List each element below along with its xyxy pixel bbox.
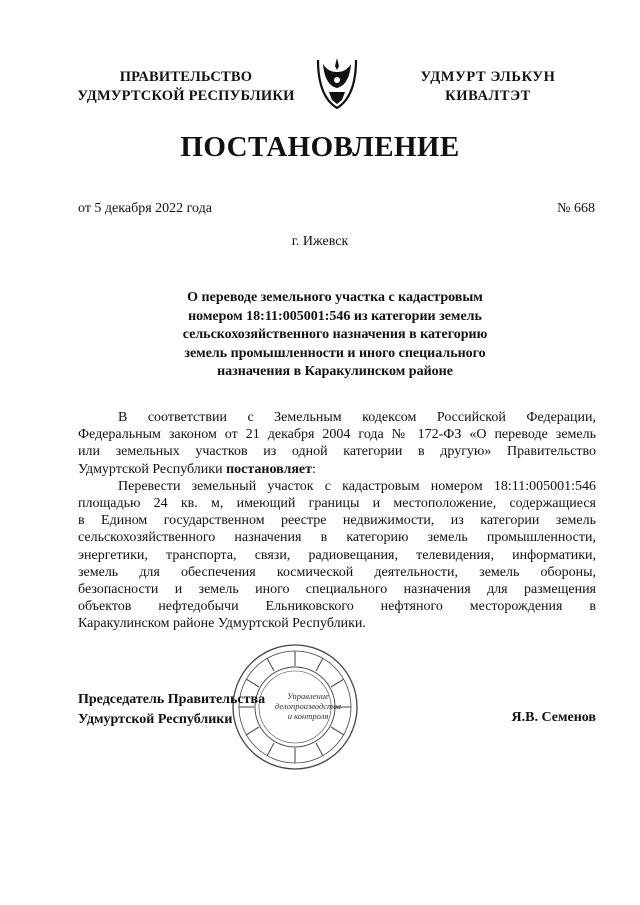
body-line: Федеральным законом от 21 декабря 2004 года № 172-ФЗ «О переводе земель xyxy=(78,427,596,443)
body-line: Каракулинском районе Удмуртской Республики. xyxy=(78,616,366,632)
subject-line: О переводе земельного участка с кадастровым xyxy=(187,290,483,305)
body-line: земель для обеспечения космической деятельности, земель обороны, xyxy=(78,564,596,580)
stamp-line: делопроизводства xyxy=(274,701,342,711)
header-right-line1: УДМУРТ ЭЛЬКУН xyxy=(420,69,556,85)
body-line: сельскохозяйственного назначения в категорию земель промышленности, xyxy=(78,530,596,546)
body-line: Перевести земельный участок с кадастровым номером 18:11:005001:546 xyxy=(118,478,596,494)
stamp-line: Управление xyxy=(287,691,329,701)
header-right-line2: КИВАЛТЭТ xyxy=(445,88,531,104)
body-line-resolves xyxy=(78,461,596,478)
body-line: безопасности и земель иного специального назначения для размещения xyxy=(78,581,596,597)
resolves-word: постановляет xyxy=(226,461,313,477)
document-title: ПОСТАНОВЛЕНИЕ xyxy=(180,131,460,163)
body-line: в Едином государственном реестре недвижимости, из категории земель xyxy=(78,513,596,529)
resolves-colon: : xyxy=(312,461,316,477)
header-government-ru xyxy=(70,68,302,106)
subject-line: земель промышленности и иного специального xyxy=(184,345,486,361)
signatory-position-line1: Председатель Правительства xyxy=(78,692,266,707)
body-line: объектов нефтедобычи Ельниковского нефтяного месторождения в xyxy=(78,599,596,615)
stamp-line: и контроля xyxy=(287,711,329,721)
subject-line: назначения в Каракулинском районе xyxy=(217,364,453,379)
header-left-line1: ПРАВИТЕЛЬСТВО xyxy=(119,69,253,85)
header-left-line2: УДМУРТСКОЙ РЕСПУБЛИКИ xyxy=(77,88,295,104)
signatory-position xyxy=(78,690,265,729)
document-body xyxy=(78,409,596,632)
body-line: В соответствии с Земельным кодексом Российской Федерации, xyxy=(118,410,596,425)
document-city: г. Ижевск xyxy=(291,234,349,249)
signatory-name: Я.В. Семенов xyxy=(511,710,596,725)
stamp-text xyxy=(268,691,348,721)
body-line: площадью 24 кв. м, имеющий границы и местоположение, содержащиеся xyxy=(78,495,596,511)
document-date: от 5 декабря 2022 года xyxy=(78,201,212,216)
subject-line: сельскохозяйственного назначения в категорию xyxy=(182,327,488,342)
body-line-start: Удмуртской Республики xyxy=(78,461,223,477)
document-subject xyxy=(160,289,510,382)
body-line: или земельных участков из одной категории в другую» Правительство xyxy=(78,444,596,460)
signatory-position-line2: Удмуртской Республики xyxy=(78,711,233,727)
header-government-udm xyxy=(388,68,588,106)
subject-line: номером 18:11:005001:546 из категории земель xyxy=(188,308,482,324)
body-line: энергетики, транспорта, связи, радиовещания, телевидения, информатики, xyxy=(78,547,596,563)
coat-of-arms-icon xyxy=(314,54,360,110)
document-number: № 668 xyxy=(557,201,595,216)
